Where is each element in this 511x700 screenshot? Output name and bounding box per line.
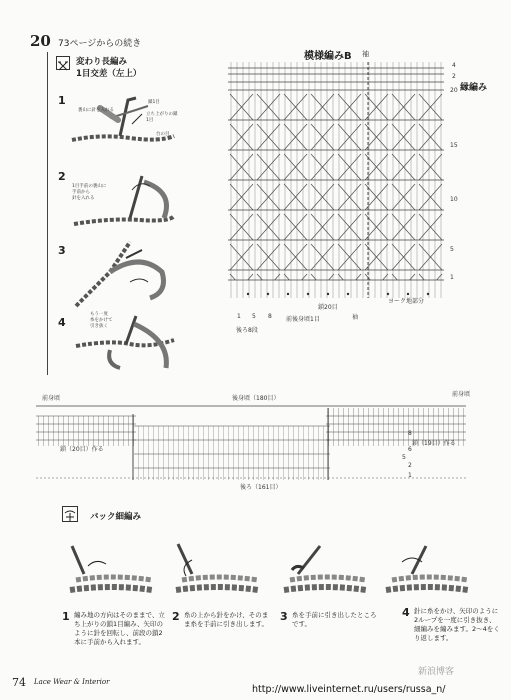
step-number: 4 — [58, 316, 66, 329]
stitch-title: 変わり長編み — [76, 57, 128, 67]
step-note: 手前から — [72, 190, 90, 195]
step-note: 糸をかけて — [90, 318, 113, 323]
row-label: 2 — [408, 462, 412, 469]
front-body-left-label: 前身頃 — [42, 395, 61, 402]
step-note: 1目手前の裏山に — [72, 184, 107, 189]
step-note: 裏山に針を入れる — [78, 108, 114, 113]
row-label: 2 — [452, 73, 456, 80]
chart-b-subtitle: 袖 — [362, 50, 369, 58]
step-note: 台の目 — [156, 132, 170, 137]
footer-page-number: 74 — [12, 676, 26, 689]
row-label: 1 — [450, 274, 454, 281]
step-note: 立ち上がりの鎖1目 — [146, 112, 178, 123]
row-label: 6 — [408, 446, 412, 453]
step-number: 4 — [402, 606, 410, 619]
body-chart-diagram — [36, 400, 466, 480]
step-number: 1 — [62, 610, 70, 623]
back-crochet-step-4-illustration — [382, 540, 472, 602]
step-number: 1 — [58, 94, 66, 107]
row-label: 5 — [402, 454, 406, 461]
back-8-label: 後ろ8段 — [236, 327, 258, 334]
page-number: 20 — [30, 32, 51, 50]
step-number: 3 — [280, 610, 288, 623]
stitches-20-label: 鎖20目 — [318, 304, 338, 311]
step-number: 2 — [58, 170, 66, 183]
back-crochet-step-2-illustration — [172, 540, 262, 602]
row-label: 15 — [450, 142, 458, 149]
step-note: もう一度 — [90, 312, 108, 317]
step-number: 2 — [172, 610, 180, 623]
front-body-right-label: 前身頃 — [452, 391, 471, 398]
back-crochet-step-1-illustration — [66, 540, 156, 602]
source-url-link[interactable]: http://www.liveinternet.ru/users/russa_n/ — [252, 684, 446, 695]
back-count-label: 後ろ（161目） — [240, 484, 282, 491]
crossed-stitch-symbol-icon — [56, 56, 70, 70]
stitch-tutorial-panel — [47, 52, 179, 375]
row-label: 1 — [408, 472, 412, 479]
row-8-label: 8 — [268, 313, 272, 320]
chart-b-diagram — [228, 62, 444, 298]
row-label: 4 — [452, 62, 456, 69]
yoke-start-label: ヨーク地部分 — [388, 298, 425, 305]
step-note: 鎖1目 — [148, 100, 160, 105]
back-body-stitch-label: 前後身頃1目 — [286, 316, 320, 323]
row-1-label: 1 — [237, 313, 241, 320]
step-3-illustration — [70, 232, 175, 312]
stitches-right-label: 鎖（19目）作る — [412, 440, 456, 447]
step-description: 編み地の方向はそのままで、立ち上がりの鎖1目編み、矢印のように針を回転し、前段の鎖2本に手前から入れます。 — [74, 611, 165, 646]
back-crochet-step-3-illustration — [280, 540, 370, 602]
step-description: 針に糸をかけ、矢印のように2ループを一度に引き抜き、細編みを編みます。2～4をくり返します。 — [414, 607, 500, 642]
watermark: 新浪博客 — [418, 667, 455, 677]
step-note: 針を入れる — [72, 196, 95, 201]
edge-band-label: 縁編み — [460, 83, 488, 93]
row-label: 10 — [450, 196, 458, 203]
back-crochet-title: バック細編み — [90, 512, 142, 522]
step-note: 引き抜く — [90, 324, 108, 329]
stitches-left-label: 鎖（20目）作る — [60, 446, 104, 453]
step-4-illustration — [70, 310, 175, 372]
step-description: 糸を手前に引き出したところです。 — [292, 611, 377, 628]
row-label: 8 — [408, 430, 412, 437]
continued-note: 73ページからの続き — [58, 39, 142, 49]
row-5-label: 5 — [252, 313, 256, 320]
back-crochet-symbol-icon — [62, 506, 78, 522]
step-number: 3 — [58, 244, 66, 257]
magazine-title: Lace Wear & Interior — [34, 678, 110, 686]
back-body-label: 後身頃（180目） — [232, 395, 280, 402]
sleeve-label: 袖 — [352, 314, 359, 321]
chart-b-title: 模様編みB — [304, 51, 352, 62]
stitch-subtitle: 1目交差（左上） — [76, 69, 142, 79]
row-label: 20 — [450, 87, 458, 94]
row-label: 5 — [450, 246, 454, 253]
step-description: 糸の上から針をかけ、そのまま糸を手前に引き出します。 — [184, 611, 269, 628]
